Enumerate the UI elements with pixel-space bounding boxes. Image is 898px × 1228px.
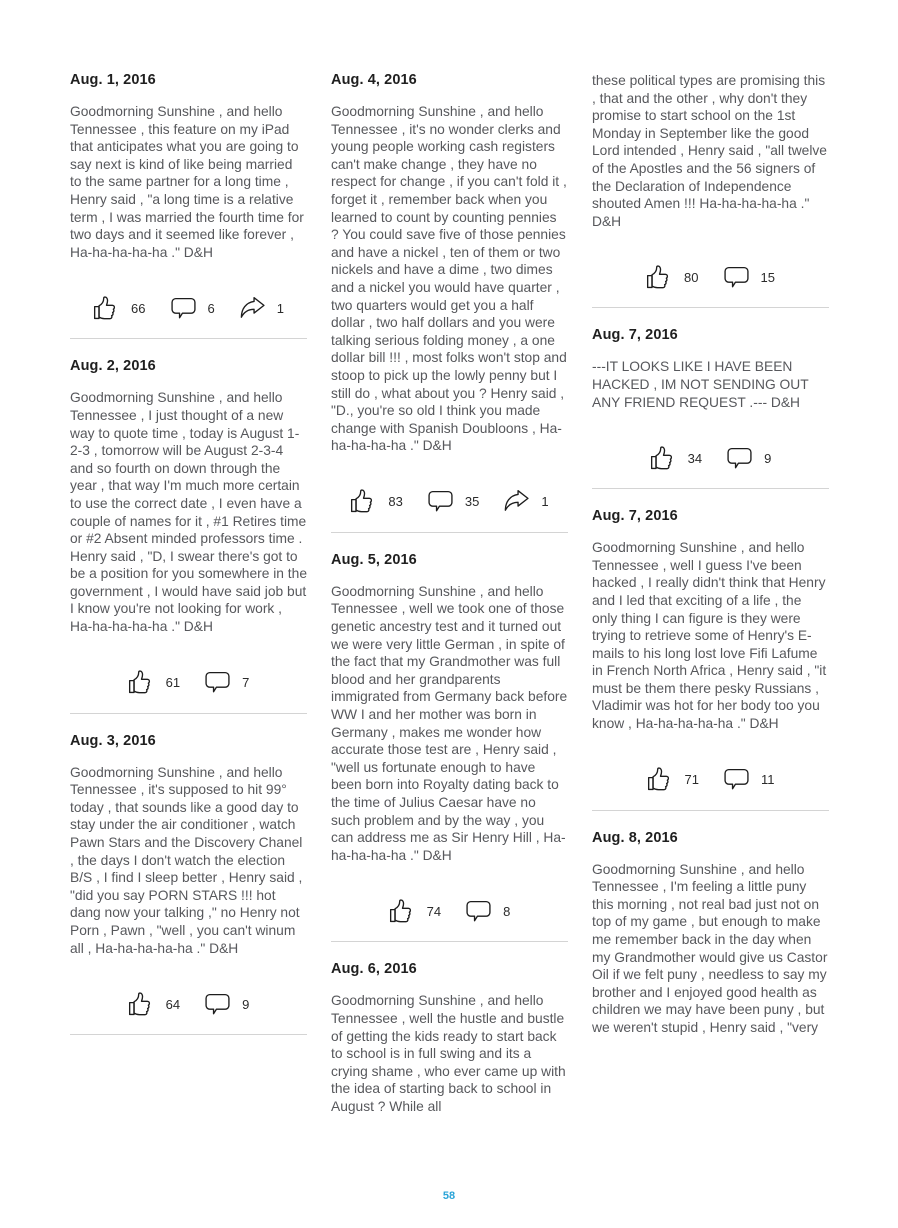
comment-stat (427, 489, 479, 514)
post-date: Aug. 4, 2016 (331, 72, 417, 88)
comment-count: 9 (764, 450, 772, 466)
comment-icon (723, 767, 750, 792)
share-stat (503, 489, 548, 514)
post-aug-2 (70, 358, 307, 713)
comment-icon (726, 446, 753, 471)
post-divider (70, 713, 307, 714)
comment-stat (204, 992, 249, 1017)
like-count: 74 (426, 903, 442, 919)
share-count: 1 (541, 494, 549, 510)
post-date: Aug. 7, 2016 (592, 327, 678, 344)
column-1 (70, 72, 307, 1149)
post-aug-3 (70, 733, 307, 1036)
thumbs-up-icon (128, 992, 155, 1017)
post-divider (592, 810, 829, 811)
share-count: 1 (276, 300, 284, 316)
post-date: Aug. 8, 2016 (592, 829, 678, 846)
comment-icon (427, 489, 454, 514)
thumbs-up-icon (650, 446, 677, 471)
comment-count: 11 (760, 772, 775, 788)
comment-stat (170, 296, 215, 321)
post-date: Aug. 3, 2016 (70, 732, 156, 749)
like-stat (646, 265, 698, 290)
comment-count: 8 (503, 903, 511, 919)
post-body: Goodmorning Sunshine , and hello Tennessee , this feature on my iPad that anticipates what you are going to say next is kind of like being married to the same partner for a long time , Henry said , "a long time is a relative term , I was married the fourth time for two days and it seemed like forever , Ha-ha-ha-ha-ha ." D&H (70, 104, 304, 260)
post-stats (70, 294, 307, 322)
like-stat (650, 446, 702, 471)
post-aug-7-second (592, 508, 829, 811)
post-aug-7-first (592, 327, 829, 489)
post-aug-6-continued (592, 72, 829, 308)
post-stats (70, 990, 307, 1018)
post-body: Goodmorning Sunshine , and hello Tennessee , it's supposed to hit 99° today , that sounds like a good day to stay under the air conditioner , watch Pawn Stars and the Discovery Chanel , the days I don't watch the election B/S , I find I sleep better , Henry said , "did you say PORN STARS !!! hot dang now your talking ," no Henry not Porn , Pawn , "well , you can't winum all , Ha-ha-ha-ha-ha ." D&H (70, 764, 303, 956)
comment-count: 9 (242, 996, 250, 1012)
column-3 (592, 72, 829, 1149)
post-divider (331, 941, 568, 942)
thumbs-up-icon (128, 670, 155, 695)
like-count: 80 (684, 269, 699, 285)
post-stats (592, 766, 829, 794)
post-date: Aug. 2, 2016 (70, 358, 156, 375)
post-stats (592, 444, 829, 472)
post-divider (592, 307, 829, 308)
comment-icon (170, 296, 197, 321)
post-divider (70, 338, 307, 339)
comment-stat (465, 899, 510, 924)
post-body: Goodmorning Sunshine , and hello Tennessee , it's no wonder clerks and young people working cash registers can't make change , they have no respect for change , if you can't fold it , forget it , remember back when you learned to count by counting pennies ? You could save five of those pennies and have a nickel , ten of them or two nickels and have a dime , two dimes and a nickel you would have quarter , two quarters would get you a half dollar , two half dollars and you were talking serious folding money , a one dollar bill !!! , most folks won't stop and stoop to pick up the lowly penny but I still do , what about you ? Henry said , "D., you're so old I think you made change with Spanish Doubloons , Ha-ha-ha-ha-ha ." D&H (331, 104, 567, 454)
thumbs-up-icon (647, 767, 674, 792)
post-body: Goodmorning Sunshine , and hello Tennessee , I'm feeling a little puny this morning , not real bad just not on top of my game , but enough to make me remember back in the day when my Grandmother would give us Castor Oil if we felt puny , needless to say my brother and I enjoyed good health as children we may have been puny , but we weren't stupid , Henry said , "very (592, 861, 828, 1035)
like-count: 71 (684, 772, 699, 788)
share-stat (239, 296, 284, 321)
like-stat (389, 899, 441, 924)
like-stat (128, 670, 180, 695)
comment-icon (204, 670, 231, 695)
comment-stat (204, 670, 249, 695)
post-date: Aug. 5, 2016 (331, 551, 417, 568)
post-aug-8 (592, 830, 829, 1037)
like-count: 83 (388, 494, 403, 510)
comment-count: 15 (760, 269, 775, 285)
share-arrow-icon (239, 296, 266, 321)
thumbs-up-icon (350, 489, 377, 514)
post-body: these political types are promising this , that and the other , why don't they promise to start school on the 1st Monday in September like the good Lord intended , Henry said , "all twelve of the Apostles and the 56 signers of the Declaration of Independence shouted Amen !!! Ha-ha-ha-ha-ha ." D&H (592, 73, 827, 229)
post-stats (70, 669, 307, 697)
post-divider (70, 1034, 307, 1035)
share-arrow-icon (503, 489, 530, 514)
post-aug-6 (331, 961, 568, 1115)
comment-stat (723, 767, 775, 792)
post-aug-5 (331, 552, 568, 943)
post-divider (592, 488, 829, 489)
like-count: 34 (687, 450, 703, 466)
thumbs-up-icon (389, 899, 416, 924)
like-count: 66 (131, 300, 146, 316)
thumbs-up-icon (646, 265, 673, 290)
post-stats (592, 263, 829, 291)
thumbs-up-icon (93, 296, 120, 321)
post-stats (331, 897, 568, 925)
post-aug-4 (331, 72, 568, 533)
comment-icon (465, 899, 492, 924)
like-stat (128, 992, 180, 1017)
post-divider (331, 532, 568, 533)
post-aug-1 (70, 72, 307, 339)
like-count: 64 (165, 996, 181, 1012)
post-body: Goodmorning Sunshine , and hello Tennessee , well I guess I've been hacked , I really didn't think that Henry and I led that exciting of a life , the only thing I can figure is they were trying to retrieve some of Henry's E-mails to his long lost love Fifi Lafume in French North Africa , Henry said , "it must be them there pesky Russians , Vladimir was hot for her body too you know , Ha-ha-ha-ha-ha ." D&H (592, 540, 827, 732)
post-stats (331, 488, 568, 516)
column-2 (331, 72, 568, 1149)
post-body: Goodmorning Sunshine , and hello Tennessee , I just thought of a new way to quote time , today is August 1-2-3 , tomorrow will be August 2-3-4 and so fourth on down through the year , that way I'm much more certain to use the correct date , I even have a couple of names for it , #1 Retires time or #2 Absent minded professors time . Henry said , "D, I swear there's got to be a position for you somewhere in the government , I would have said job but I know you're not looking for work , Ha-ha-ha-ha-ha ." D&H (70, 390, 307, 635)
comment-count: 7 (242, 675, 250, 691)
post-date: Aug. 6, 2016 (331, 961, 417, 978)
post-date: Aug. 1, 2016 (70, 72, 156, 88)
comment-stat (726, 446, 771, 471)
post-body: Goodmorning Sunshine , and hello Tennessee , well we took one of those genetic ancestry test and it turned out we were very little German , in spite of the fact that my Grandmother was full blood and her grandparents immigrated from Germany back before WW I and her mother was born in Germany , makes me wonder how accurate those test are , Henry said , "well us fortunate enough to have been born into Royalty dating back to the time of Julius Caesar have no such problem and by the way , you can address me as Sir Henry Hill , Ha-ha-ha-ha-ha ." D&H (331, 583, 568, 863)
like-stat (647, 767, 699, 792)
post-date: Aug. 7, 2016 (592, 508, 678, 525)
page-content (70, 72, 829, 1149)
comment-count: 6 (207, 300, 215, 316)
comment-stat (723, 265, 775, 290)
like-stat (350, 489, 402, 514)
post-body: ---IT LOOKS LIKE I HAVE BEEN HACKED , IM NOT SENDING OUT ANY FRIEND REQUEST .--- D&H (592, 359, 809, 410)
like-count: 61 (165, 675, 181, 691)
comment-icon (723, 265, 750, 290)
like-stat (93, 296, 145, 321)
comment-count: 35 (464, 494, 480, 510)
comment-icon (204, 992, 231, 1017)
page-number: 58 (442, 1190, 456, 1202)
post-body: Goodmorning Sunshine , and hello Tennessee , well the hustle and bustle of getting the kids ready to start back to school is in full swing and its a crying shame , who ever came up with the idea of starting back to school in August ? While all (331, 993, 566, 1114)
